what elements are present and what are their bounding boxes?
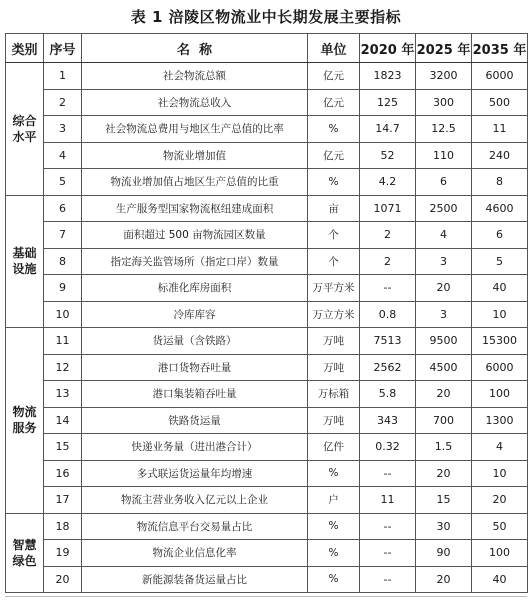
table-row [6, 540, 528, 567]
value-2020-cell: 2 [360, 248, 416, 275]
name-cell: 生产服务型国家物流枢纽建成面积 [82, 195, 308, 222]
value-2025-cell: 20 [416, 566, 472, 593]
name-cell: 冷库库容 [82, 301, 308, 328]
unit-cell: 个 [308, 248, 360, 275]
index-cell: 4 [44, 142, 82, 169]
unit-cell: 万吨 [308, 407, 360, 434]
value-2020-cell: 2 [360, 222, 416, 249]
value-2025-cell: 3 [416, 248, 472, 275]
value-2035-cell: 500 [472, 89, 528, 116]
value-2025-cell: 700 [416, 407, 472, 434]
name-cell: 物流业增加值占地区生产总值的比重 [82, 169, 308, 196]
value-2025-cell: 1.5 [416, 434, 472, 461]
value-2035-cell: 4600 [472, 195, 528, 222]
table-row [6, 142, 528, 169]
value-2035-cell: 15300 [472, 328, 528, 355]
header-2020: 2020 年 [360, 34, 416, 63]
index-cell: 13 [44, 381, 82, 408]
value-2020-cell: 5.8 [360, 381, 416, 408]
name-cell: 港口货物吞吐量 [82, 354, 308, 381]
unit-cell: 亿元 [308, 89, 360, 116]
value-2020-cell: 1071 [360, 195, 416, 222]
value-2035-cell: 4 [472, 434, 528, 461]
table-row [6, 407, 528, 434]
value-2035-cell: 5 [472, 248, 528, 275]
name-cell: 港口集装箱吞吐量 [82, 381, 308, 408]
name-cell: 社会物流总收入 [82, 89, 308, 116]
index-cell: 9 [44, 275, 82, 302]
value-2020-cell: 125 [360, 89, 416, 116]
value-2025-cell: 12.5 [416, 116, 472, 143]
value-2035-cell: 8 [472, 169, 528, 196]
index-cell: 15 [44, 434, 82, 461]
value-2025-cell: 3200 [416, 63, 472, 90]
unit-cell: 亿元 [308, 142, 360, 169]
header-row [6, 34, 528, 63]
header-category: 类别 [6, 34, 44, 63]
name-cell: 标准化库房面积 [82, 275, 308, 302]
value-2035-cell: 6000 [472, 354, 528, 381]
value-2020-cell: -- [360, 566, 416, 593]
header-2035: 2035 年 [472, 34, 528, 63]
category-cell: 物流 服务 [6, 328, 44, 514]
header-index: 序号 [44, 34, 82, 63]
table-row [6, 63, 528, 90]
table-row [6, 275, 528, 302]
indicator-table [5, 33, 528, 593]
table-row [6, 222, 528, 249]
table-row [6, 301, 528, 328]
name-cell: 快递业务量（进出港合计） [82, 434, 308, 461]
table-row [6, 381, 528, 408]
value-2025-cell: 4500 [416, 354, 472, 381]
category-cell: 智慧 绿色 [6, 513, 44, 593]
index-cell: 10 [44, 301, 82, 328]
index-cell: 3 [44, 116, 82, 143]
value-2035-cell: 6 [472, 222, 528, 249]
value-2025-cell: 110 [416, 142, 472, 169]
unit-cell: 亿件 [308, 434, 360, 461]
name-cell: 物流信息平台交易量占比 [82, 513, 308, 540]
table-body [6, 63, 528, 593]
table-row [6, 513, 528, 540]
value-2020-cell: 1823 [360, 63, 416, 90]
value-2025-cell: 30 [416, 513, 472, 540]
value-2035-cell: 100 [472, 381, 528, 408]
value-2020-cell: 0.8 [360, 301, 416, 328]
name-cell: 铁路货运量 [82, 407, 308, 434]
index-cell: 6 [44, 195, 82, 222]
table-row [6, 89, 528, 116]
name-cell: 物流业增加值 [82, 142, 308, 169]
index-cell: 11 [44, 328, 82, 355]
value-2035-cell: 240 [472, 142, 528, 169]
unit-cell: % [308, 460, 360, 487]
unit-cell: 户 [308, 487, 360, 514]
header-2025: 2025 年 [416, 34, 472, 63]
table-row [6, 248, 528, 275]
value-2025-cell: 6 [416, 169, 472, 196]
value-2020-cell: 2562 [360, 354, 416, 381]
value-2035-cell: 10 [472, 460, 528, 487]
value-2035-cell: 1300 [472, 407, 528, 434]
name-cell: 物流企业信息化率 [82, 540, 308, 567]
table-row [6, 195, 528, 222]
name-cell: 货运量（含铁路） [82, 328, 308, 355]
table-row [6, 116, 528, 143]
value-2035-cell: 10 [472, 301, 528, 328]
table-row [6, 434, 528, 461]
name-cell: 面积超过 500 亩物流园区数量 [82, 222, 308, 249]
unit-cell: % [308, 540, 360, 567]
table-row [6, 354, 528, 381]
unit-cell: 亿元 [308, 63, 360, 90]
value-2035-cell: 40 [472, 566, 528, 593]
unit-cell: 万吨 [308, 354, 360, 381]
unit-cell: % [308, 566, 360, 593]
value-2035-cell: 11 [472, 116, 528, 143]
value-2035-cell: 20 [472, 487, 528, 514]
unit-cell: 个 [308, 222, 360, 249]
index-cell: 5 [44, 169, 82, 196]
value-2025-cell: 2500 [416, 195, 472, 222]
index-cell: 18 [44, 513, 82, 540]
value-2035-cell: 50 [472, 513, 528, 540]
name-cell: 指定海关监管场所（指定口岸）数量 [82, 248, 308, 275]
index-cell: 19 [44, 540, 82, 567]
table-row [6, 487, 528, 514]
table-title: 表 1 涪陵区物流业中长期发展主要指标 [130, 8, 402, 26]
index-cell: 20 [44, 566, 82, 593]
value-2025-cell: 20 [416, 275, 472, 302]
unit-cell: % [308, 169, 360, 196]
value-2025-cell: 20 [416, 460, 472, 487]
value-2025-cell: 20 [416, 381, 472, 408]
value-2020-cell: 14.7 [360, 116, 416, 143]
name-cell: 社会物流总费用与地区生产总值的比率 [82, 116, 308, 143]
value-2025-cell: 9500 [416, 328, 472, 355]
category-cell: 综合 水平 [6, 63, 44, 196]
unit-cell: 万立方米 [308, 301, 360, 328]
table-row [6, 328, 528, 355]
header-name: 名 称 [82, 34, 308, 63]
name-cell: 物流主营业务收入亿元以上企业 [82, 487, 308, 514]
index-cell: 8 [44, 248, 82, 275]
index-cell: 2 [44, 89, 82, 116]
name-cell: 社会物流总额 [82, 63, 308, 90]
category-cell: 基础 设施 [6, 195, 44, 328]
value-2025-cell: 3 [416, 301, 472, 328]
value-2020-cell: 11 [360, 487, 416, 514]
value-2035-cell: 6000 [472, 63, 528, 90]
value-2020-cell: -- [360, 513, 416, 540]
unit-cell: 万标箱 [308, 381, 360, 408]
value-2035-cell: 40 [472, 275, 528, 302]
table-row [6, 169, 528, 196]
index-cell: 16 [44, 460, 82, 487]
index-cell: 14 [44, 407, 82, 434]
index-cell: 1 [44, 63, 82, 90]
value-2020-cell: -- [360, 540, 416, 567]
value-2020-cell: 4.2 [360, 169, 416, 196]
name-cell: 多式联运货运量年均增速 [82, 460, 308, 487]
value-2025-cell: 90 [416, 540, 472, 567]
unit-cell: % [308, 513, 360, 540]
value-2020-cell: 343 [360, 407, 416, 434]
index-cell: 17 [44, 487, 82, 514]
header-unit: 单位 [308, 34, 360, 63]
value-2020-cell: 0.32 [360, 434, 416, 461]
name-cell: 新能源装备货运量占比 [82, 566, 308, 593]
value-2035-cell: 100 [472, 540, 528, 567]
unit-cell: 万平方米 [308, 275, 360, 302]
value-2020-cell: 7513 [360, 328, 416, 355]
bottom-rule [5, 596, 527, 597]
value-2020-cell: -- [360, 275, 416, 302]
value-2020-cell: -- [360, 460, 416, 487]
index-cell: 12 [44, 354, 82, 381]
value-2020-cell: 52 [360, 142, 416, 169]
table-row [6, 460, 528, 487]
unit-cell: 万吨 [308, 328, 360, 355]
table-row [6, 566, 528, 593]
value-2025-cell: 15 [416, 487, 472, 514]
unit-cell: 亩 [308, 195, 360, 222]
value-2025-cell: 4 [416, 222, 472, 249]
index-cell: 7 [44, 222, 82, 249]
value-2025-cell: 300 [416, 89, 472, 116]
unit-cell: % [308, 116, 360, 143]
